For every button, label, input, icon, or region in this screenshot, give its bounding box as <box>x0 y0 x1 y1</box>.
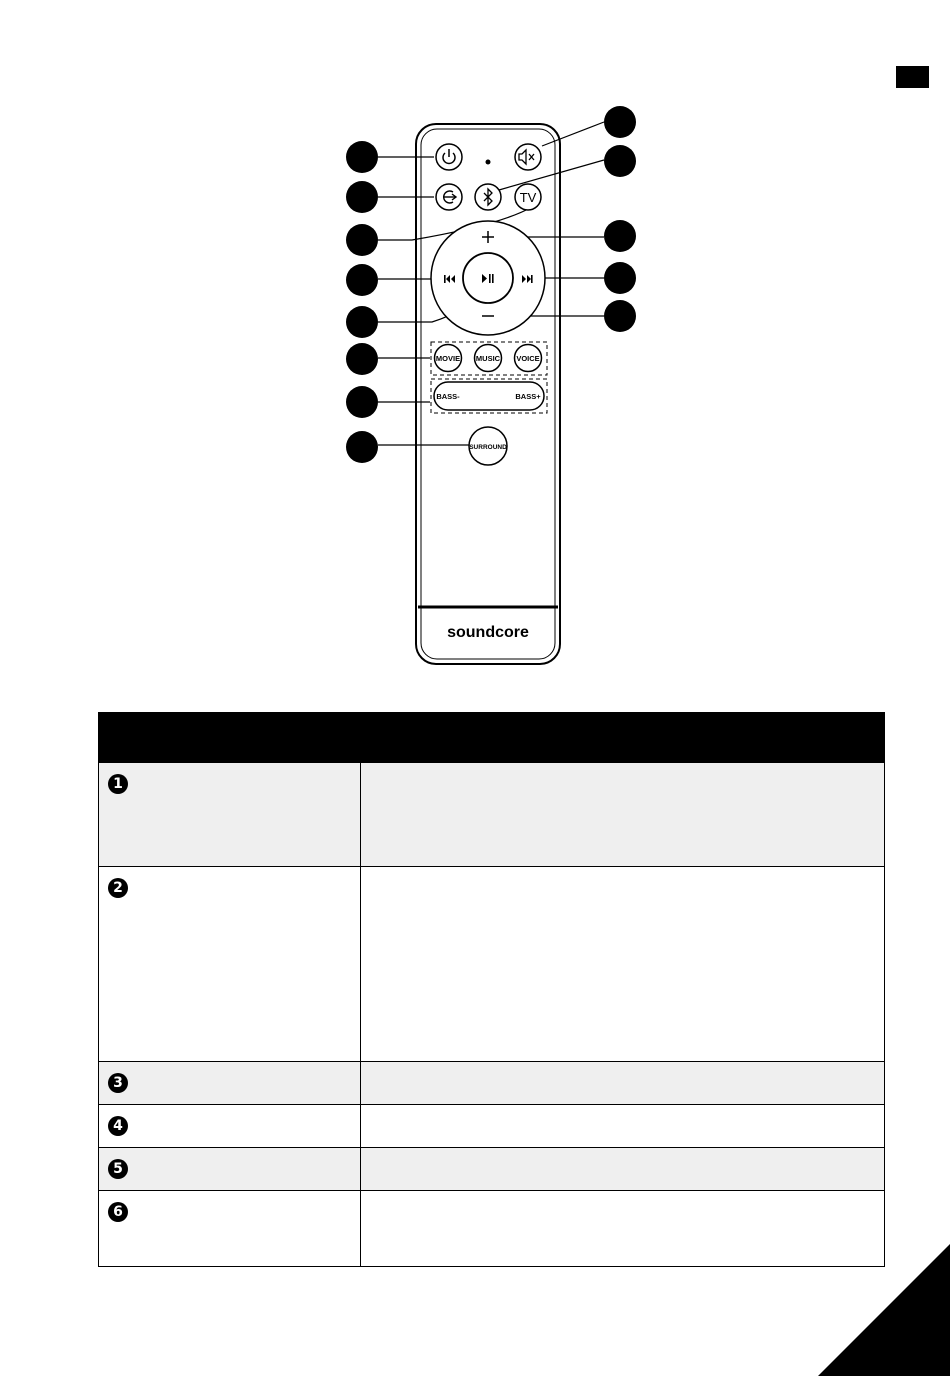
volume-up-button[interactable] <box>472 226 504 248</box>
description-cell <box>361 1148 885 1191</box>
music-button-label: MUSIC <box>475 354 501 363</box>
tv-button-label: TV <box>519 190 537 205</box>
description-cell <box>361 763 885 867</box>
music-button[interactable] <box>475 345 502 372</box>
table-row <box>99 1148 885 1191</box>
bass-minus-label: BASS- <box>436 392 460 401</box>
power-button[interactable] <box>436 144 462 170</box>
button-description-table <box>98 712 885 1267</box>
table-row <box>99 1191 885 1267</box>
mute-button[interactable] <box>515 144 541 170</box>
header-cell-description <box>361 713 885 763</box>
row-number-badge: 3 <box>108 1073 128 1093</box>
tv-button[interactable] <box>515 184 541 210</box>
bass-minus-button[interactable] <box>436 384 486 408</box>
description-cell <box>361 1191 885 1267</box>
bass-plus-button[interactable] <box>492 384 542 408</box>
table-row <box>99 763 885 867</box>
row-number-badge: 2 <box>108 878 128 898</box>
row-number-badge: 4 <box>108 1116 128 1136</box>
description-cell <box>361 1105 885 1148</box>
row-number-badge: 1 <box>108 774 128 794</box>
table-header <box>99 713 885 763</box>
surround-button[interactable] <box>469 427 507 465</box>
bass-plus-label: BASS+ <box>515 392 541 401</box>
movie-button[interactable] <box>435 345 462 372</box>
description-cell <box>361 867 885 1062</box>
next-track-button[interactable] <box>514 268 538 288</box>
movie-button-label: MOVIE <box>435 354 461 363</box>
table-row <box>99 867 885 1062</box>
surround-button-label: SURROUND <box>469 444 507 451</box>
header-cell-button <box>99 713 361 763</box>
input-button[interactable] <box>436 184 462 210</box>
play-pause-button[interactable] <box>463 253 513 303</box>
voice-button-label: VOICE <box>516 354 540 363</box>
row-number-badge: 5 <box>108 1159 128 1179</box>
description-cell <box>361 1062 885 1105</box>
brand-logo: soundcore <box>447 624 529 641</box>
row-number-badge: 6 <box>108 1202 128 1222</box>
status-led <box>486 160 491 165</box>
previous-track-button[interactable] <box>438 268 462 288</box>
table-row <box>99 1062 885 1105</box>
table-row <box>99 1105 885 1148</box>
volume-down-button[interactable] <box>472 306 504 326</box>
voice-button[interactable] <box>515 345 542 372</box>
bluetooth-button[interactable] <box>475 184 501 210</box>
